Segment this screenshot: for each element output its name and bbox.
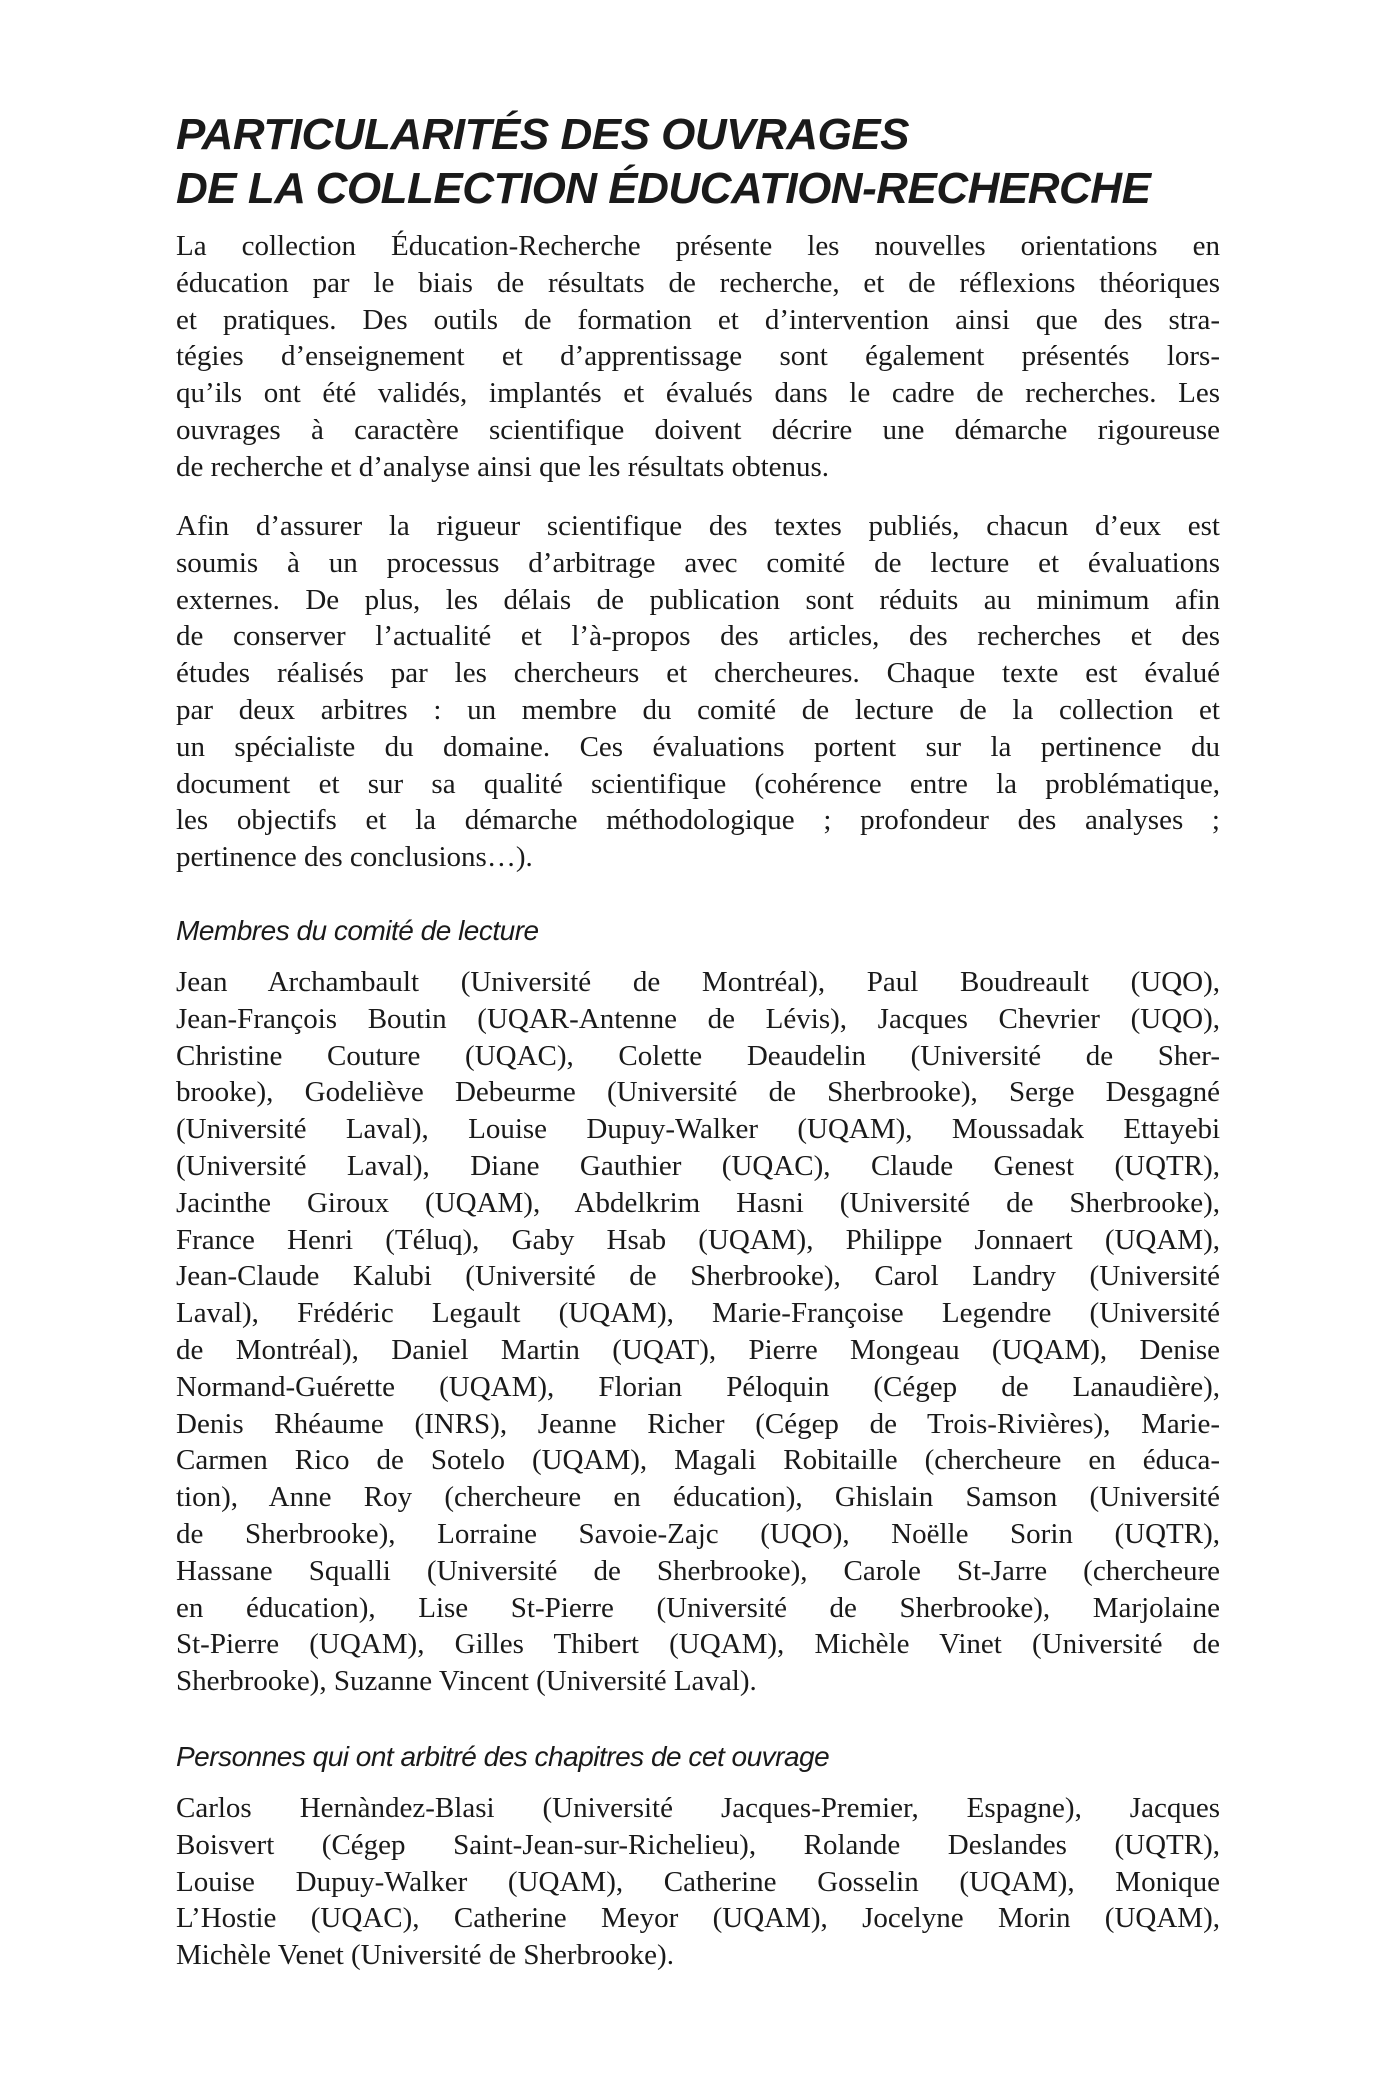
text-line: (Université Laval), Diane Gauthier (UQAC), Claude Genest (UQTR), xyxy=(176,1149,1220,1182)
text-line: Michèle Venet (Université de Sherbrooke). xyxy=(176,1939,674,1972)
text-line: externes. De plus, les délais de publication sont réduits au minimum afin xyxy=(176,583,1220,616)
text-line: soumis à un processus d’arbitrage avec comité de lecture et évaluations xyxy=(176,546,1220,579)
committee-heading: Membres du comité de lecture xyxy=(176,915,539,946)
text-line: tégies d’enseignement et d’apprentissage sont également présentés lors- xyxy=(176,340,1220,373)
text-line: de recherche et d’analyse ainsi que les résultats obtenus. xyxy=(176,450,830,483)
text-line: (Université Laval), Louise Dupuy-Walker (UQAM), Moussadak Ettayebi xyxy=(176,1113,1220,1146)
text-line: Carlos Hernàndez-Blasi (Université Jacques-Premier, Espagne), Jacques xyxy=(176,1792,1220,1824)
text-line: qu’ils ont été validés, implantés et évalués dans le cadre de recherches. Les xyxy=(176,377,1220,410)
text-line: de Montréal), Daniel Martin (UQAT), Pierre Mongeau (UQAM), Denise xyxy=(176,1333,1220,1366)
text-line: par deux arbitres : un membre du comité de lecture de la collection et xyxy=(176,693,1220,726)
text-line: de Sherbrooke), Lorraine Savoie-Zajc (UQO), Noëlle Sorin (UQTR), xyxy=(176,1517,1220,1550)
text-line: un spécialiste du domaine. Ces évaluations portent sur la pertinence du xyxy=(176,730,1220,763)
text-line: Afin d’assurer la rigueur scientifique des textes publiés, chacun d’eux est xyxy=(176,510,1220,542)
text-line: en éducation), Lise St-Pierre (Université de Sherbrooke), Marjolaine xyxy=(176,1591,1220,1624)
text-line: ouvrages à caractère scientifique doivent décrire une démarche rigoureuse xyxy=(176,413,1220,446)
text-line: Denis Rhéaume (INRS), Jeanne Richer (Cégep de Trois-Rivières), Marie- xyxy=(176,1407,1220,1440)
text-line: et pratiques. Des outils de formation et d’intervention ainsi que des stra- xyxy=(176,303,1220,336)
text-line: les objectifs et la démarche méthodologique ; profondeur des analyses ; xyxy=(176,804,1220,837)
text-line: Laval), Frédéric Legault (UQAM), Marie-Françoise Legendre (Université xyxy=(176,1297,1220,1330)
text-line: études réalisés par les chercheurs et chercheures. Chaque texte est évalué xyxy=(176,657,1220,690)
text-line: tion), Anne Roy (chercheure en éducation), Ghislain Samson (Université xyxy=(176,1481,1220,1514)
text-line: Boisvert (Cégep Saint-Jean-sur-Richelieu), Rolande Deslandes (UQTR), xyxy=(176,1828,1220,1861)
text-line: Sherbrooke), Suzanne Vincent (Université Laval). xyxy=(176,1665,757,1698)
text-line: de conserver l’actualité et l’à-propos des articles, des recherches et des xyxy=(176,620,1220,653)
text-line: Jacinthe Giroux (UQAM), Abdelkrim Hasni (Université de Sherbrooke), xyxy=(176,1186,1220,1219)
text-line: La collection Éducation-Recherche présente les nouvelles orientations en xyxy=(176,230,1220,262)
intro-paragraph xyxy=(176,228,1220,486)
text-line: Hassane Squalli (Université de Sherbrooke), Carole St-Jarre (chercheure xyxy=(176,1554,1220,1587)
page-title xyxy=(176,108,1150,216)
arbitration-paragraph xyxy=(176,508,1220,876)
text-line: brooke), Godeliève Debeurme (Université de Sherbrooke), Serge Desgagné xyxy=(176,1076,1220,1109)
text-line: Jean Archambault (Université de Montréal), Paul Boudreault (UQO), xyxy=(176,966,1220,998)
text-line: éducation par le biais de résultats de recherche, et de réflexions théoriques xyxy=(176,266,1220,299)
text-line: Jean-Claude Kalubi (Université de Sherbrooke), Carol Landry (Université xyxy=(176,1260,1220,1293)
text-line: France Henri (Téluq), Gaby Hsab (UQAM), Philippe Jonnaert (UQAM), xyxy=(176,1223,1220,1256)
title-line-2: DE LA COLLECTION ÉDUCATION-RECHERCHE xyxy=(176,164,1151,213)
text-line: Carmen Rico de Sotelo (UQAM), Magali Robitaille (chercheure en éduca- xyxy=(176,1444,1220,1477)
text-line: Normand-Guérette (UQAM), Florian Péloquin (Cégep de Lanaudière), xyxy=(176,1370,1220,1403)
text-line: pertinence des conclusions…). xyxy=(176,841,533,874)
text-line: Louise Dupuy-Walker (UQAM), Catherine Gosselin (UQAM), Monique xyxy=(176,1865,1220,1898)
referees-list xyxy=(176,1790,1220,1974)
committee-members-list xyxy=(176,964,1220,1700)
text-line: Christine Couture (UQAC), Colette Deaudelin (Université de Sher- xyxy=(176,1039,1220,1072)
title-line-1: PARTICULARITÉS DES OUVRAGES xyxy=(176,110,909,159)
text-line: St-Pierre (UQAM), Gilles Thibert (UQAM), Michèle Vinet (Université de xyxy=(176,1628,1220,1661)
text-line: Jean-François Boutin (UQAR-Antenne de Lévis), Jacques Chevrier (UQO), xyxy=(176,1002,1220,1035)
text-line: document et sur sa qualité scientifique (cohérence entre la problématique, xyxy=(176,767,1220,800)
referees-heading: Personnes qui ont arbitré des chapitres de cet ouvrage xyxy=(176,1741,830,1772)
text-line: L’Hostie (UQAC), Catherine Meyor (UQAM), Jocelyne Morin (UQAM), xyxy=(176,1902,1220,1935)
